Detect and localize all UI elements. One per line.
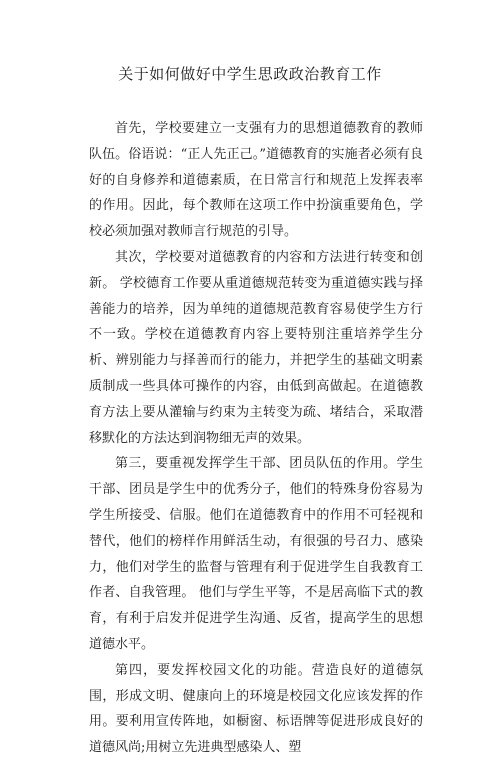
paragraph-3: 第三，要重视发挥学生干部、团员队伍的作用。学生干部、团员是学生中的优秀分子，他们的特殊身份容易为学生所接受、信服。他们在道德教育中的作用不可轻视和替代，他们的榜样作用鲜活生动，有很强的号召力、感染力，他们对学生的监督与管理有利于促进学生自我教育工作者、自我管理。 他们与学生平等，不是居高临下式的教育，有利于启发并促进学生沟通、反省，提高学生的思想道德水平。 — [89, 456, 423, 652]
paragraph-4: 第四，要发挥校园文化的功能。营造良好的道德氛围，形成文明、健康向上的环境是校园文化应该发挥的作用。要利用宣传阵地，如橱窗、标语牌等促进形成良好的道德风尚;用树立先进典型感染人、塑 — [89, 662, 423, 756]
paragraph-2: 其次，学校要对道德教育的内容和方法进行转变和创新。 学校德育工作要从重道德规范转变为重道德实践与择善能力的培养，因为单纯的道德规范教育容易使学生方行不一致。学校在道德教育内容上要特别注重培养学生分析、辨别能力与择善而行的能力，并把学生的基础文明素质制成一些具体可操作的内容，由低到高做起。在道德教育方法上要从灌输与约束为主转变为疏、堵结合，采取潜移默化的方法达到润物细无声的效果。 — [89, 249, 423, 446]
document-body — [89, 116, 423, 761]
paragraph-1: 首先，学校要建立一支强有力的思想道德教育的教师队伍。俗语说：“正人先正己。”道德教育的实施者必须有良好的自身修养和道德素质，在日常言行和规范上发挥表率的作用。因此，每个教师在这项工作中扮演重要角色，学校必须加强对教师言行规范的引导。 — [89, 121, 423, 240]
document-title: 关于如何做好中学生思政政治教育工作 — [118, 65, 382, 83]
